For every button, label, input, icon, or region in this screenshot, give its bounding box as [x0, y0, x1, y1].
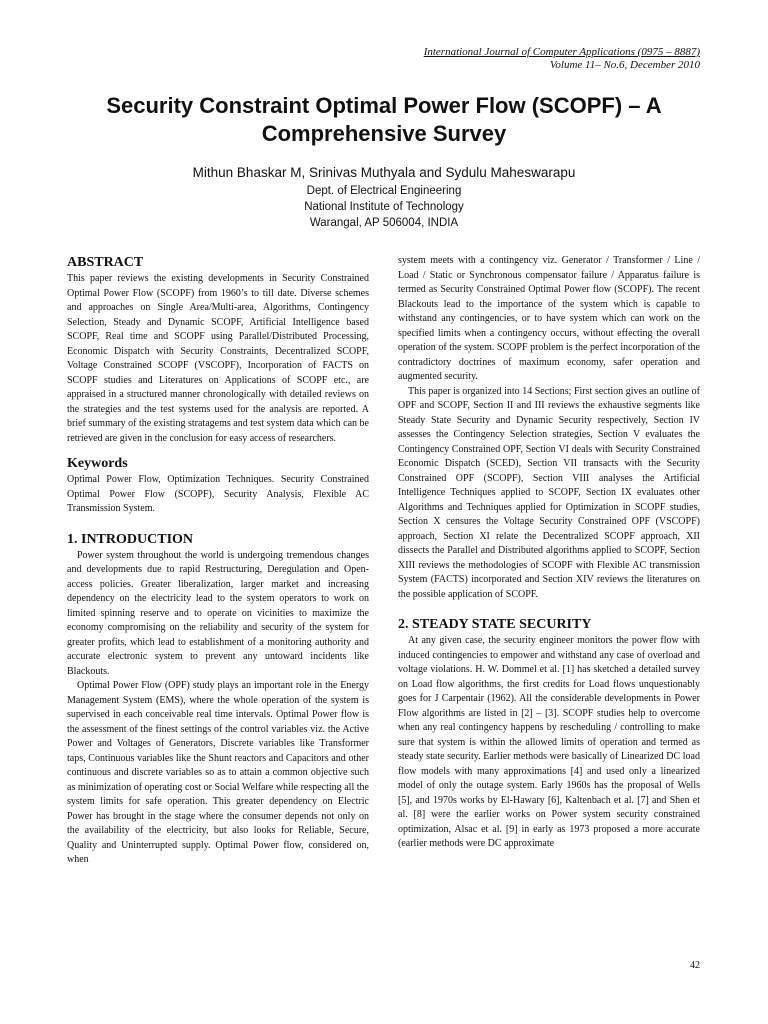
right-column	[398, 254, 700, 852]
introduction-paragraph-1: Power system throughout the world is undergoing tremendous changes and developments due to rapid Restructuring, Deregulation and Open-access policies. Greater liberalization, larger market and increasing dependency on the electricity lead to the system operators to work on limited spinning reserve and to operate on vicinities to maximize the economy compromising on the reliability and security of the system for greater profits, which lead to establishment of a monitoring authority and accurate electronic system to prevent any untoward incidents like Blackouts.	[67, 549, 369, 677]
page-number: 42	[690, 960, 700, 971]
affiliation-institute: National Institute of Technology	[304, 201, 464, 213]
abstract-text: This paper reviews the existing developments in Security Constrained Optimal Power Flow (SCOPF) from 1960’s to till date. Diverse schemes and approaches on Single Area/Multi-area, Algorithms, Contingency Selection, Steady and Dynamic SCOPF, Artificial Intelligence based SCOPF, Real time and SCOPF using Parallel/Distributed Processing, Economic Dispatch with Security Constraints, Decentralized SCOPF, Voltage Constrained SCOPF (VSCOPF), Incorporation of FACTS on SCOPF studies and Literatures on Applications of SCOPF etc., are appraised in a structured manner chronologically with detailed reviews on the strategies and the test systems used for the analysis are reported. A brief summary of the existing stratagems and test system data which can be retrieved are given in the conclusion for easy access of researchers.	[67, 273, 369, 444]
introduction-heading: 1. INTRODUCTION	[67, 531, 194, 547]
abstract-heading: ABSTRACT	[67, 255, 144, 270]
journal-volume: Volume 11– No.6, December 2010	[549, 59, 700, 71]
introduction-paragraph-4: This paper is organized into 14 Sections; First section gives an outline of OPF and SCOPF, Section II and III reviews the exhaustive segments like Steady State Security and Dynamic Security respectively, Section IV assesses the Contingency Selection strategies, Section V evaluates the Contingency Constrained OPF, Section VI deals with Security Constrained Economic Dispatch (SCED), Section VII transacts with the Security Constrained OPF (SCOPF), Section VIII analyses the Artificial Intelligence Techniques applied to SCOPF, Section IX evaluates other Algorithms and Techniques applied for Optimization in SCOPF studies, Section X censures the Voltage Security Constrained OPF (VSCOPF) approach, Section XI relate the Decentralized SCOPF approach, XII dissects the Parallel and Distributed algorithms applied to SCOPF, Section XIII reviews the methodologies of SCOPF with Flexible AC transmission System (FACTS) incorporated and Section XIV reviews the literatures on the possible application of SCOPF.	[398, 385, 700, 600]
introduction-paragraph-3: system meets with a contingency viz. Generator / Transformer / Line / Load / Static or Synchronous compensator failure / Apparatus failure is termed as Security Constrained Optimal Power flow (SCOPF). The recent Blackouts lead to the importance of the system which is capable to withstand any contingencies, or to have system which can work on the specified limits when a contingency occurs, without effecting the overall operation of the system. SCOPF problem is the perfect incorporation of the contradictory doctrines of maximum economy, safer operation and augmented security.	[398, 255, 700, 382]
journal-name: International Journal of Computer Applications (0975 – 8887)	[423, 46, 700, 58]
steady-state-heading: 2. STEADY STATE SECURITY	[398, 617, 592, 632]
steady-state-paragraph-1: At any given case, the security engineer monitors the power flow with induced contingencies to empower and withstand any case of overload and voltage violations. H. W. Dommel et al. [1] has sketched a detailed survey on Load flow algorithms, the first credits for Load flows unquestionably goes for J Carpentair (1962). All the considerable developments in Power Flow algorithms are listed in [2] – [3]. SCOPF studies help to overcome when any real contingency happens by rescheduling / controlling to make sure that system is within the allowed limits of operation and termed as steady state security. Earlier methods were basically of Linearized DC load flow models with many approximations [4] and used only a linearized model of only the outage system. Early 1960s has the proposal of Wells [5], and 1970s works by El-Hawary [6], Kaltenbach et al. [7] and Shen et al. [8] were the earlier works on Power system security constrained optimization, Alsac et al. [9] in early as 1973 proposed a more accurate (earlier methods were DC approximate	[398, 635, 700, 849]
author-affiliation	[0, 183, 768, 231]
affiliation-address: Warangal, AP 506004, INDIA	[309, 217, 459, 229]
paper-title: Security Constraint Optimal Power Flow (SCOPF) – A Comprehensive Survey	[106, 93, 662, 146]
keywords-text: Optimal Power Flow, Optimization Techniques. Security Constrained Optimal Power Flow (SCOPF), Security Analysis, Flexible AC Transmission System.	[67, 474, 369, 514]
affiliation-dept: Dept. of Electrical Engineering	[306, 185, 462, 197]
journal-header	[424, 46, 700, 72]
paper-authors: Mithun Bhaskar M, Srinivas Muthyala and Sydulu Maheswarapu	[192, 165, 576, 180]
introduction-paragraph-2: Optimal Power Flow (OPF) study plays an important role in the Energy Management System (EMS), where the whole operation of the system is supervised in each conceivable real time intervals. Optimal Power flow is the assessment of the finest settings of the control variables viz. the Active Power and Voltages of Generators, Discrete variables like Transformer taps, Continuous variables like the Shunt reactors and Capacitors and other continuous and discrete variables so as to attain a common objective such as minimization of operating cost or Social Welfare while respecting all the system limits for safe operation. This greater dependency on Electric Power has brought in the stage where the consumer depends not only on the availability of the electricity, but also looks for Reliable, Secure, Quality and Uninterrupted supply. Optimal Power flow, considered on, when	[67, 680, 369, 865]
keywords-heading: Keywords	[67, 456, 128, 471]
left-column	[67, 254, 369, 868]
